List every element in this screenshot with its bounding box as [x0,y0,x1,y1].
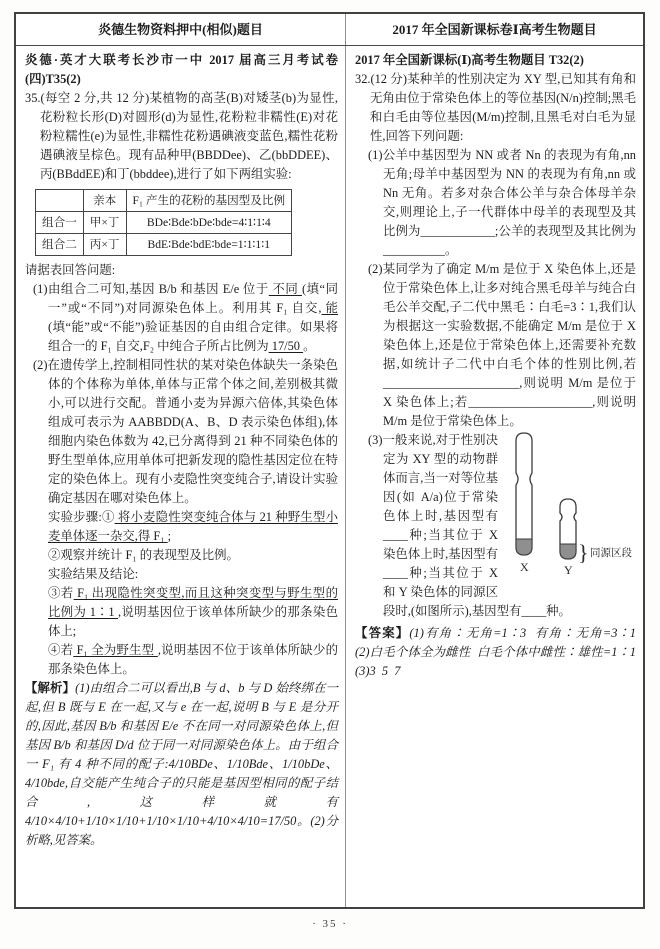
y-chromosome [560,499,576,559]
experiment-step-2: ②观察并统计 F₁ 的表现型及比例。 [48,548,239,562]
question-32-part3 [368,431,636,621]
table-cell: 组合一 [36,212,84,234]
x-chromosome [516,433,532,555]
text-segment: ③若 [48,586,74,600]
table-cell: 亲本 [83,190,126,212]
text-segment: ④若 [48,643,74,657]
table-cell: F₁ 产生的花粉的基因型及比例 [126,190,292,212]
answer-paragraph [355,624,643,681]
frame-body-row [16,46,643,907]
table-cell: BDe∶Bde∶bDe∶bde=4∶1∶1∶4 [126,212,292,234]
text-segment: (填“能”或“不能”)验证基因的自由组合定律。如果将组合一的 F₁ 自交,F₂ 中纯合子所占比例为 [48,320,338,353]
answer-text: (1)有角∶无角=1∶3 有角∶无角=3∶1 (2)白毛个体全为雌性 白毛个体中雌性∶雄性=1∶1 (3)3 5 7 [355,626,643,678]
page-number: · 35 · [312,918,348,930]
left-column [16,46,346,907]
text-segment: 实验步骤:① [48,510,115,524]
homologous-region-label: 同源区段 [590,548,632,559]
table-row [36,234,292,256]
answer-label: 【答案】 [355,626,410,640]
question-32-part3-text: (3)一般来说,对于性别决定为 XY 型的动物群体而言,当一对等位基因(如 A/a)位于常染色体上时,基因型有____种;当其位于 X 染色体上时,基因型有____种;当其位于 X 和 Y 染色体的同源区段时,(如图所示),基因型有____种。 [368,433,571,618]
text-segment: (填“同一”或“不同”)对同源染色体上。利用其 F₁ 自交, [48,282,338,315]
question-32-part1: (1)公羊中基因型为 NN 或者 Nn 的表现为有角,nn 无角;母羊中基因型为 NN 的表现为有角,nn 或 Nn 无角。若多对杂合体公羊与杂合体母羊杂交,则理论上,子一代群体中母羊的表现型及其比例为____________;公羊的表现型及其比例为__________。 [368,148,636,257]
table-cell: BdE∶Bde∶bdE∶bde=1∶1∶1∶1 [126,234,292,256]
table-cell: 组合二 [36,234,84,256]
experiment-step-1 [48,508,338,546]
cross-experiment-table [35,189,292,256]
text-segment: ,说明基因位于该单体所缺少的那条染色体上; [48,605,338,638]
fill-in-answer: 能 [321,301,338,315]
table-cell: 丙×丁 [83,234,126,256]
text-segment: 。 [303,339,316,353]
text-segment: (1)由组合二可知,基因 B/b 和基因 E/e 位于 [33,282,269,296]
y-chromosome-label: Y [564,563,573,577]
fill-in-answer: 不同 [268,282,302,296]
table-cell [36,190,84,212]
fill-in-answer: F₁ 出现隐性突变型,而且这种突变型与野生型的比例为 1∶1 [48,586,338,619]
analysis-paragraph [25,679,338,850]
table-prompt: 请据表回答问题: [25,263,116,277]
question-32-part2: (2)某同学为了确定 M/m 是位于 X 染色体上,还是位于常染色体上,让多对纯合黑毛母羊与纯合白毛公羊交配,子二代中黑毛∶白毛=3∶1,我们认为根据这一实验数据,不能确定 M/m 是位于 X 染色体上,还是位于常染色体上,还需要补充数据,如统计子二代中白毛个体的性别比例,若______________________,则说明 M/m 是位于 X 染色体上;若____________________,则说明 M/m 是位于常染色体上。 [368,262,636,428]
x-chromosome-label: X [520,560,529,574]
right-column [346,46,643,907]
fill-in-answer: 将小麦隐性突变纯合体与 21 种野生型小麦单体逐一杂交,得 F₁ [48,510,338,543]
header-right-title: 2017 年全国新课标卷Ⅰ高考生物题目 [392,22,597,37]
question-35-stem: 35.(每空 2 分,共 12 分)某植物的高茎(B)对矮茎(b)为显性,花粉粒长形(D)对圆形(d)为显性,花粉粒非糯性(E)对花粉粒糯性(e)为显性,非糯性花粉遇碘液变蓝色,糯性花粉遇碘液呈棕色。现有品种甲(BBDDee)、乙(bbDDEE)、丙(BBddEE)和丁(bbddee),进行了如下两组实验: [25,91,338,181]
analysis-label: 【解析】 [25,681,76,695]
right-source-title: 2017 年全国新课标(Ⅰ)高考生物题目 T32(2) [355,53,584,67]
fill-in-answer: F₁ 全为野生型 [73,643,158,657]
question-32-stem: 32.(12 分)某种羊的性别决定为 XY 型,已知其有角和无角由位于常染色体上的等位基因(N/n)控制;黑毛和白毛由等位基因(M/m)控制,且黑毛对白毛为显性,回答下列问题: [355,72,636,143]
table-row [36,212,292,234]
brace-glyph: } [578,540,589,565]
table-header-row [36,190,292,212]
comparison-frame [14,12,645,909]
experiment-results-label: 实验结果及结论: [48,567,139,581]
analysis-text: (1)由组合二可以看出,B 与 d、b 与 D 始终绑在一起,但 B 既与 E 在一起,又与 e 在一起,说明 B 与 E 是分开的,因此,基因 B/b 和基因 E/e 不在同一对同源染色体上,但基因 B/b 和基因 D/d 位于同一对同源染色体上。由于组合一 F₁ 有 4 种不同的配子:4/10BDe、1/10Bde、1/10bDe、4/10bde,自交能产生纯合子的只能是基因型相同的配子结合,这样就有 4/10×4/10+1/10×1/10+1/10×1/10+4/10×4/10=17/50。(2)分析略,见答案。 [25,681,338,847]
question-35-part1 [33,280,338,356]
header-left-title: 炎德生物资料押中(相似)题目 [16,14,346,45]
table-cell: 甲×丁 [83,212,126,234]
frame-header-row [16,14,643,46]
question-35-part2: (2)在遗传学上,控制相同性状的某对染色体缺失一条染色体的个体称为单体,单体与正常个体之间,差别极其微小,可以进行交配。普通小麦为异源六倍体,其染色体组成可表示为 AABBDD(A、B、D 表示染色体组),体细胞内染色体数为 42,已分离得到 21 种不同染色体的野生型单体,应用单体可把新发现的隐性基因定位在特定的染色体上。现有小麦隐性突变纯合子,请设计实验确定基因在哪对染色体上。 [33,358,338,505]
xy-chromosome-diagram [502,431,636,583]
experiment-result-3 [48,584,338,641]
fill-in-answer: 17/50 [268,339,304,353]
text-segment: ; [167,529,172,543]
left-source-title: 炎德·英才大联考长沙市一中 2017 届高三月考试卷(四)T35(2) [25,53,338,86]
text-segment: ,说明基因不位于该单体所缺少的那条染色体上。 [48,643,338,676]
experiment-result-4 [48,641,338,679]
